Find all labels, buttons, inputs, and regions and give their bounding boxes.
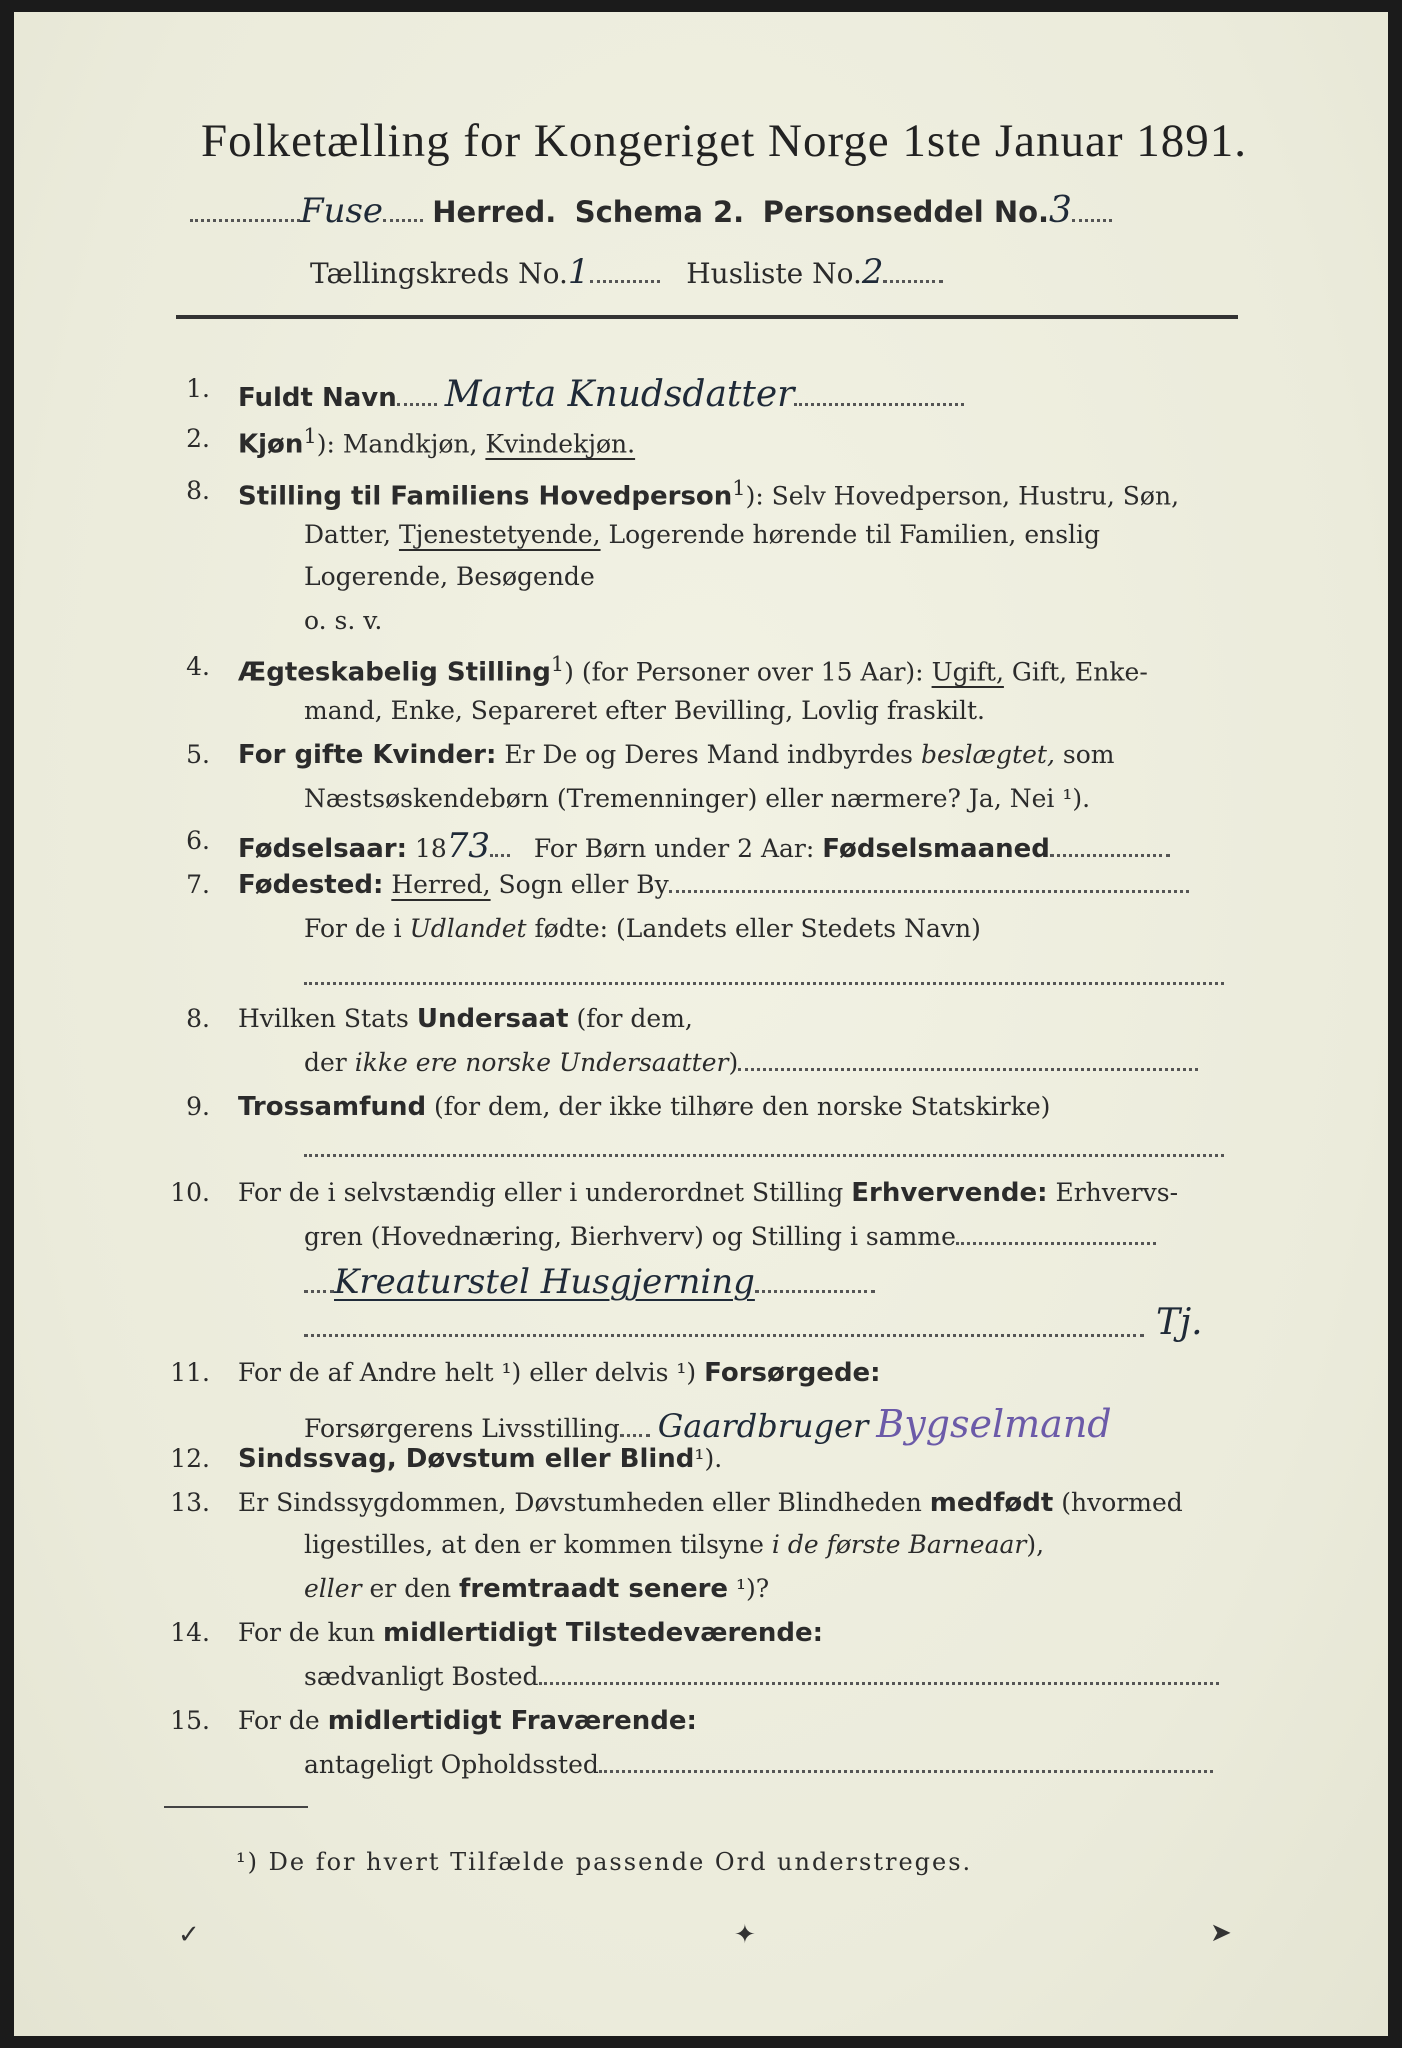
q13-line3 xyxy=(304,1574,769,1604)
q2-number: 2. xyxy=(186,424,210,453)
header-rule xyxy=(176,315,1238,319)
q14-label: midlertidigt Tilstedeværende: xyxy=(382,1618,824,1648)
q10-line1-b: Erhvervs- xyxy=(1055,1178,1179,1207)
q3-line2 xyxy=(304,520,1100,549)
q13-label: medfødt xyxy=(929,1488,1054,1518)
q4-selected: Ugift, xyxy=(931,657,1004,687)
q3-line4: o. s. v. xyxy=(304,606,383,635)
census-form-sheet xyxy=(14,12,1388,2036)
q8-line1 xyxy=(238,1004,693,1034)
q15-line2-text: antageligt Opholdssted xyxy=(304,1750,599,1779)
schema-label: Schema 2. xyxy=(574,195,745,229)
footnote: ¹) De for hvert Tilfælde passende Ord understreges. xyxy=(236,1848,973,1876)
q15-line2 xyxy=(304,1750,1213,1779)
corner-mark-left-icon: ✓ xyxy=(178,1920,200,1950)
herred-line xyxy=(190,190,1112,231)
q6-label: Fødselsaar: xyxy=(238,834,407,864)
q13-line3-b: ¹)? xyxy=(736,1574,770,1603)
q3-number: 8. xyxy=(186,476,210,505)
q5-number: 5. xyxy=(186,740,210,769)
q8-line2-b: ) xyxy=(728,1048,739,1077)
q10-line2-text: gren (Hovednæring, Bierhverv) og Stilling i samme xyxy=(304,1222,956,1251)
q13-line2 xyxy=(304,1530,1044,1559)
kreds-label: Tællingskreds No. xyxy=(310,257,568,290)
husliste-answer: 2 xyxy=(861,252,884,292)
q13-line1 xyxy=(238,1488,1183,1518)
q9-number: 9. xyxy=(186,1092,210,1121)
q10-extra-line xyxy=(304,1314,1144,1343)
q15-line1-a: For de xyxy=(238,1706,320,1735)
q10-answer: Kreaturstel Husgjerning xyxy=(334,1262,755,1302)
q4-line1-b: Gift, Enke- xyxy=(1011,657,1148,687)
q10-line2 xyxy=(304,1222,1156,1251)
q9-answer-line xyxy=(304,1134,1224,1163)
q5-line1 xyxy=(238,740,1114,770)
q4-label: Ægteskabelig Stilling xyxy=(238,657,551,688)
q9-rest: (for dem, der ikke tilhøre den norske Statskirke) xyxy=(434,1092,1051,1121)
q8-line1-b: (for dem, xyxy=(576,1004,693,1033)
q11-answer-violet: Bygselmand xyxy=(876,1402,1112,1446)
q14-line2-text: sædvanligt Bosted xyxy=(304,1662,539,1691)
q13-line2-b: ), xyxy=(1026,1530,1045,1559)
personseddel-answer: 3 xyxy=(1049,190,1072,231)
q12-rest: ¹). xyxy=(694,1444,723,1473)
q12-label: Sindssvag, Døvstum eller Blind xyxy=(238,1444,695,1474)
q14-line1-a: For de kun xyxy=(238,1618,376,1647)
q11-line1 xyxy=(238,1358,881,1388)
q7-number: 7. xyxy=(186,870,210,899)
herred-label: Herred. xyxy=(432,195,557,229)
q5-line1-a: Er De og Deres Mand indbyrdes xyxy=(504,740,913,769)
q9-label: Trossamfund xyxy=(238,1092,427,1122)
q7-line2-it: Udlandet xyxy=(409,914,527,943)
q8-line2-a: der xyxy=(304,1048,347,1077)
q8-line2-it: ikke ere norske Undersaatter xyxy=(354,1048,729,1077)
q4-line1-a: ) (for Personer over 15 Aar): xyxy=(564,657,924,687)
q10-line1 xyxy=(238,1178,1178,1208)
q10-answer-line xyxy=(304,1262,875,1302)
q5-line1-it: beslægtet, xyxy=(920,740,1055,769)
q1-line xyxy=(238,374,964,415)
q11-answer: Gaardbruger xyxy=(657,1407,869,1445)
q2-line xyxy=(238,424,635,459)
q4-sup: 1 xyxy=(550,652,565,676)
q8-line2 xyxy=(304,1048,1198,1077)
q7-rest: Sogn eller By xyxy=(498,870,669,899)
q15-label: midlertidigt Fraværende: xyxy=(327,1706,697,1736)
q7-selected: Herred, xyxy=(391,870,491,899)
q6-line xyxy=(238,826,1170,866)
q1-number: 1. xyxy=(186,374,210,403)
q11-label: Forsørgede: xyxy=(704,1358,881,1388)
q3-line1-rest: ): Selv Hovedperson, Hustru, Søn, xyxy=(745,481,1180,511)
form-title: Folketælling for Kongeriget Norge 1ste Januar 1891. xyxy=(200,115,1248,167)
q14-number: 14. xyxy=(170,1618,210,1647)
q12-line xyxy=(238,1444,722,1474)
q14-line2 xyxy=(304,1662,1219,1691)
q11-line1-a: For de af Andre helt ¹) eller delvis ¹) xyxy=(238,1358,697,1387)
q4-line2: mand, Enke, Separeret efter Bevilling, Lovlig fraskilt. xyxy=(304,696,985,725)
q1-label: Fuldt Navn xyxy=(238,383,397,413)
q6-number: 6. xyxy=(186,826,210,855)
q10-label: Erhvervende: xyxy=(851,1178,1048,1208)
q3-selected: Tjenestetyende, xyxy=(398,520,601,549)
q9-line1 xyxy=(238,1092,1050,1122)
q5-line2: Næstsøskendebørn (Tremenninger) eller nærmere? Ja, Nei ¹). xyxy=(304,784,1091,813)
q13-line2-a: ligestilles, at den er kommen tilsyne xyxy=(304,1530,764,1559)
q8-number: 8. xyxy=(186,1004,210,1033)
q5-line1-b: som xyxy=(1062,740,1115,769)
q6-answer: 73 xyxy=(446,826,491,866)
corner-mark-center-icon: ✦ xyxy=(734,1920,756,1950)
footnote-rule xyxy=(164,1806,308,1808)
q8-label: Undersaat xyxy=(416,1004,569,1034)
personseddel-label: Personseddel No. xyxy=(762,195,1050,229)
q6-prefix: 18 xyxy=(414,834,447,863)
q13-line3-bold: fremtraadt senere xyxy=(459,1574,729,1604)
q2-label: Kjøn xyxy=(238,429,304,460)
q13-line1-b: (hvormed xyxy=(1061,1488,1183,1517)
q14-line1 xyxy=(238,1618,823,1648)
kreds-line xyxy=(310,252,943,292)
q3-line2-a: Datter, xyxy=(304,520,391,549)
q13-number: 13. xyxy=(170,1488,210,1517)
q6-label2: Fødselsmaaned xyxy=(822,834,1050,864)
corner-mark-right-icon: ➤ xyxy=(1210,1918,1232,1948)
q3-label: Stilling til Familiens Hovedperson xyxy=(238,481,733,512)
q2-sup: 1 xyxy=(303,424,317,448)
q3-sup: 1 xyxy=(732,476,746,500)
q8-line1-a: Hvilken Stats xyxy=(238,1004,409,1033)
q2-selected: Kvindekjøn. xyxy=(485,429,636,459)
q2-rest: ): Mandkjøn, xyxy=(316,429,478,459)
q3-line3: Logerende, Besøgende xyxy=(304,562,595,591)
q11-line2-text: Forsørgerens Livsstilling xyxy=(304,1414,620,1443)
q7-answer-line xyxy=(304,962,1224,991)
q12-number: 12. xyxy=(170,1444,210,1473)
q7-line2 xyxy=(304,914,981,943)
q13-line3-it: eller xyxy=(304,1574,362,1603)
q4-number: 4. xyxy=(186,652,210,681)
q15-number: 15. xyxy=(170,1706,210,1735)
q13-line1-a: Er Sindssygdommen, Døvstumheden eller Blindheden xyxy=(238,1488,922,1517)
q7-label: Fødested: xyxy=(238,870,384,900)
q11-line2 xyxy=(304,1402,1112,1446)
q10-note: Tj. xyxy=(1156,1302,1203,1343)
q4-line1 xyxy=(238,652,1148,687)
q10-number: 10. xyxy=(170,1178,210,1207)
q3-line2-b: Logerende hørende til Familien, enslig xyxy=(608,520,1101,549)
q7-line2-a: For de i xyxy=(304,914,402,943)
q5-label: For gifte Kvinder: xyxy=(238,740,497,770)
q3-line1 xyxy=(238,476,1179,511)
q7-line1 xyxy=(238,870,1189,900)
q11-number: 11. xyxy=(170,1358,210,1387)
q13-line2-it: i de første Barneaar xyxy=(771,1530,1027,1559)
q7-line2-b: fødte: (Landets eller Stedets Navn) xyxy=(534,914,981,943)
husliste-label: Husliste No. xyxy=(686,257,862,290)
kreds-answer: 1 xyxy=(567,252,590,292)
herred-answer: Fuse xyxy=(300,191,384,231)
q1-answer: Marta Knudsdatter xyxy=(444,374,795,415)
q10-line1-a: For de i selvstændig eller i underordnet Stilling xyxy=(238,1178,844,1207)
q6-rest: For Børn under 2 Aar: xyxy=(533,834,815,863)
q13-line3-a: er den xyxy=(369,1574,452,1603)
q15-line1 xyxy=(238,1706,697,1736)
